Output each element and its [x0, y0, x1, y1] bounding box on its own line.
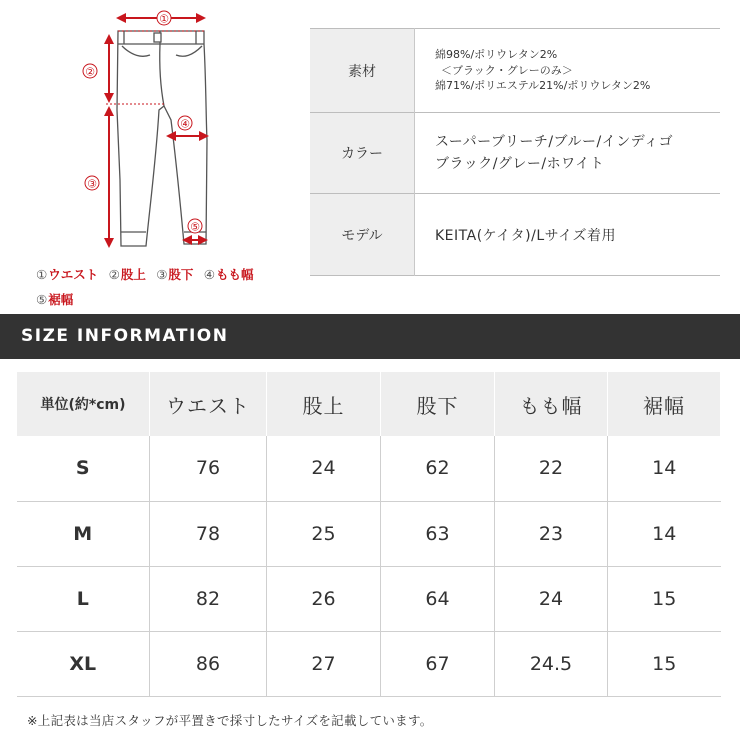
- spec-label-model: モデル: [310, 194, 415, 276]
- cell-rise: 25: [267, 501, 381, 566]
- marker-4-label: ④: [180, 117, 190, 131]
- spec-value-model: KEITA(ケイタ)/Lサイズ着用: [435, 227, 617, 244]
- cell-waist: 86: [150, 631, 267, 696]
- cell-inseam: 63: [381, 501, 495, 566]
- cell-thigh: 22: [495, 436, 608, 501]
- cell-inseam: 67: [381, 631, 495, 696]
- header-waist: ウエスト: [150, 372, 267, 436]
- table-row: [17, 566, 721, 631]
- size-table-header-row: [17, 372, 721, 436]
- spec-value-material: [415, 29, 721, 113]
- pants-illustration: [117, 31, 207, 246]
- cell-hem: 15: [608, 631, 721, 696]
- material-line-1: 綿98%/ポリウレタン2%: [435, 48, 558, 62]
- legend-item-thigh: ④もも幅: [203, 267, 254, 282]
- table-row: [17, 501, 721, 566]
- spec-label-color: カラー: [310, 113, 415, 194]
- header-rise: 股上: [267, 372, 381, 436]
- spec-row-model: [310, 194, 720, 276]
- measurement-legend: [36, 262, 296, 312]
- cell-waist: 78: [150, 501, 267, 566]
- size-information-banner: SIZE INFORMATION: [0, 314, 740, 359]
- spec-row-color: [310, 113, 720, 194]
- size-label: XL: [69, 652, 97, 675]
- cell-thigh: 23: [495, 501, 608, 566]
- cell-thigh: 24: [495, 566, 608, 631]
- marker-3-label: ③: [87, 177, 97, 191]
- material-line-3: 綿71%/ポリエステル21%/ポリウレタン2%: [435, 79, 651, 93]
- cell-hem: 14: [608, 436, 721, 501]
- measurement-footnote: ※上記表は当店スタッフが平置きで採寸したサイズを記載しています。: [27, 713, 433, 728]
- cell-waist: 76: [150, 436, 267, 501]
- size-label: M: [73, 522, 93, 545]
- cell-inseam: 64: [381, 566, 495, 631]
- cell-inseam: 62: [381, 436, 495, 501]
- cell-thigh: 24.5: [495, 631, 608, 696]
- legend-item-rise: ②股上: [108, 267, 146, 282]
- cell-hem: 14: [608, 501, 721, 566]
- legend-item-hem: ⑤裾幅: [36, 292, 74, 307]
- cell-hem: 15: [608, 566, 721, 631]
- cell-rise: 27: [267, 631, 381, 696]
- spec-row-material: [310, 29, 720, 113]
- size-label: S: [75, 457, 90, 480]
- spec-value-color: [415, 113, 721, 194]
- cell-waist: 82: [150, 566, 267, 631]
- legend-item-inseam: ③股下: [156, 267, 194, 282]
- size-table: [16, 372, 721, 697]
- table-row: [17, 631, 721, 696]
- marker-2-label: ②: [85, 65, 95, 79]
- marker-1-label: ①: [159, 12, 169, 26]
- size-label: L: [76, 587, 89, 610]
- product-spec-table: [310, 28, 720, 276]
- spec-label-material: 素材: [310, 29, 415, 113]
- material-line-2: ＜ブラック・グレーのみ＞: [441, 63, 573, 77]
- header-hem: 裾幅: [608, 372, 721, 436]
- legend-item-waist: ①ウエスト: [36, 267, 99, 282]
- header-inseam: 股下: [381, 372, 495, 436]
- cell-rise: 24: [267, 436, 381, 501]
- color-line-2: ブラック/グレー/ホワイト: [435, 156, 605, 172]
- header-unit: 単位(約*cm): [17, 372, 150, 436]
- header-thigh: もも幅: [495, 372, 608, 436]
- color-line-1: スーパーブリーチ/ブルー/インディゴ: [435, 134, 674, 150]
- cell-rise: 26: [267, 566, 381, 631]
- marker-5-label: ⑤: [190, 220, 200, 234]
- table-row: [17, 436, 721, 501]
